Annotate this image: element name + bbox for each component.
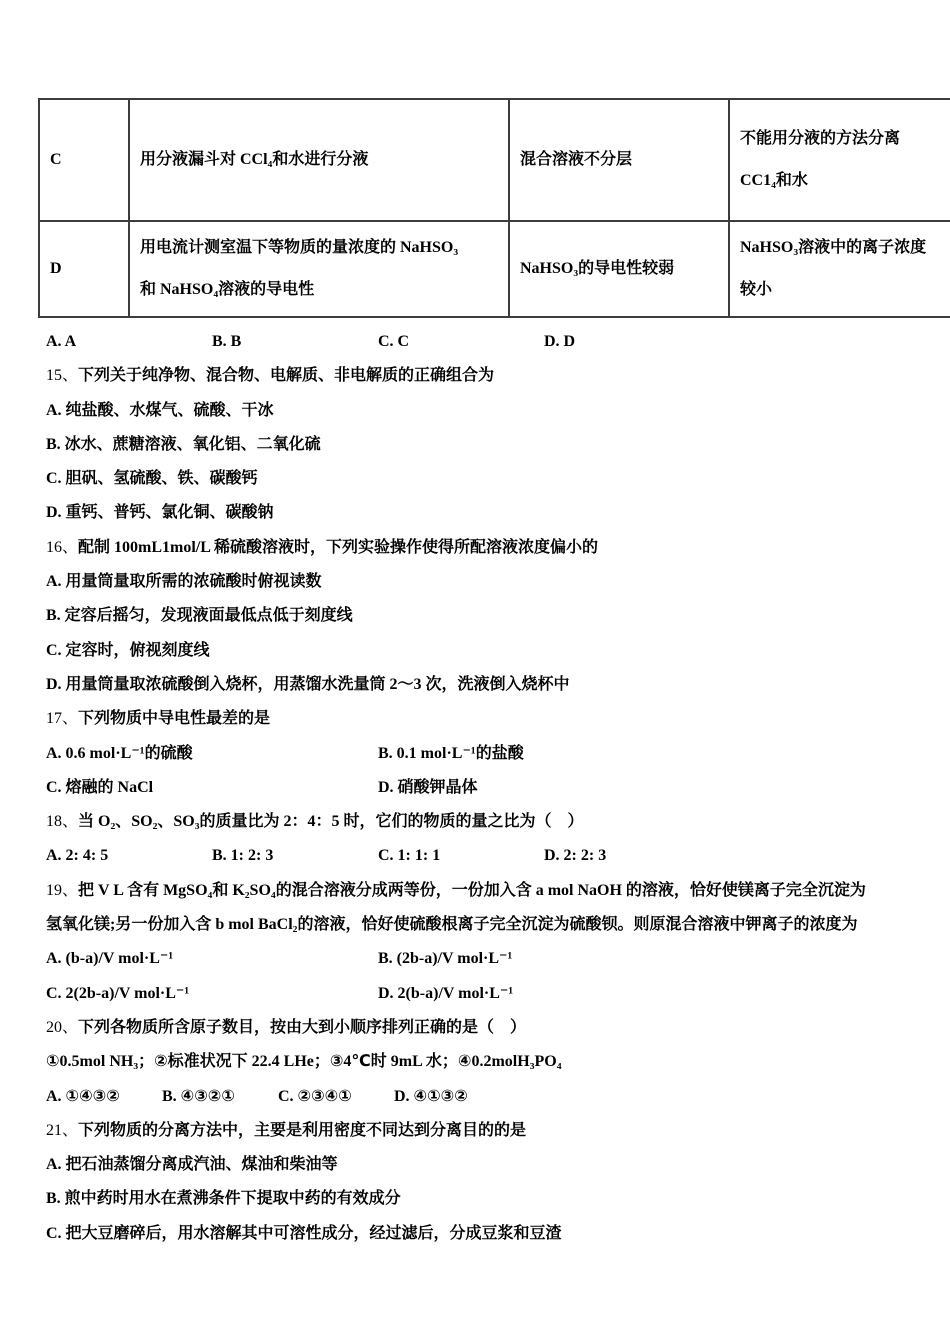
option-d: D. 用量筒量取浓硫酸倒入烧杯，用蒸馏水洗量筒 2～3 次，洗液倒入烧杯中 — [46, 675, 570, 693]
question-stem — [46, 1114, 950, 1148]
cell-text: 用电流计测室温下等物质的量浓度的 NaHSO₃ — [140, 239, 459, 256]
question-number: 15、 — [46, 367, 79, 385]
stem-text: 下列物质的分离方法中，主要是利用密度不同达到分离目的的是 — [78, 1121, 527, 1139]
question-stem — [46, 805, 950, 839]
phenomenon-cell — [509, 221, 729, 317]
option-c: C. 胆矾、氢硫酸、铁、碳酸钙 — [46, 470, 258, 488]
question-stem — [46, 702, 950, 736]
question-17 — [46, 702, 950, 805]
question-number: 18、 — [46, 813, 79, 831]
option-c: C. 把大豆磨碎后，用水溶解其中可溶性成分，经过滤后，分成豆浆和豆渣 — [46, 1224, 562, 1242]
questions-area — [46, 325, 950, 1251]
option-b: B. 定容后摇匀，发现液面最低点低于刻度线 — [46, 607, 353, 625]
question-stem — [46, 1011, 950, 1045]
answer-options-row — [46, 325, 950, 359]
table-row-d — [39, 221, 950, 317]
stem-text: 下列物质中导电性最差的是 — [78, 710, 271, 728]
question-number: 17、 — [46, 710, 79, 728]
question-number: 19、 — [46, 881, 79, 899]
options-row — [46, 1080, 950, 1114]
option-d: D. 硝酸钾晶体 — [378, 778, 478, 796]
option-b: B. 0.1 mol·L⁻¹的盐酸 — [378, 744, 524, 762]
option-c: C. 定容时，俯视刻度线 — [46, 641, 210, 659]
conclusion-cell — [729, 221, 950, 317]
option-d: D. 2(b-a)/V mol·L⁻¹ — [378, 984, 514, 1002]
option-b: B. (2b-a)/V mol·L⁻¹ — [378, 950, 513, 968]
option-a: A. ①④③② — [46, 1087, 120, 1105]
option-a: A. (b-a)/V mol·L⁻¹ — [46, 950, 174, 968]
option-a: A. 用量筒量取所需的浓硫酸时俯视读数 — [46, 573, 322, 591]
options-row — [46, 977, 950, 1011]
question-items: ①0.5mol NH₃；②标准状况下 22.4 LHe；③4℃时 9mL 水；④0.2molH₃PO₄ — [46, 1053, 562, 1071]
cell-text: 和 NaHSO₄溶液的导电性 — [140, 281, 315, 298]
phenomenon-cell — [509, 99, 729, 221]
option-b: B. 煎中药时用水在煮沸条件下提取中药的有效成分 — [46, 1190, 401, 1208]
stem-text: 下列各物质所含原子数目，按由大到小顺序排列正确的是（ ） — [78, 1018, 527, 1036]
operation-cell — [129, 221, 509, 317]
option-b: B. ④③②① — [162, 1087, 235, 1105]
question-number: 21、 — [46, 1121, 79, 1139]
option-d: D. 重钙、普钙、氯化铜、碳酸钠 — [46, 504, 274, 522]
options-row — [46, 942, 950, 976]
option-c: C. C — [378, 333, 410, 350]
option-a: A. 0.6 mol·L⁻¹的硫酸 — [46, 744, 193, 762]
question-19 — [46, 874, 950, 1011]
cell-text: 用分液漏斗对 CCl₄和水进行分液 — [140, 151, 369, 168]
row-label: D — [39, 221, 129, 317]
table-row-c — [39, 99, 950, 221]
option-a: A. A — [46, 333, 77, 350]
option-c: C. ②③④① — [278, 1087, 352, 1105]
options-row — [46, 737, 950, 771]
stem-text: 当 O₂、SO₂、SO₃的质量比为 2：4：5 时，它们的物质的量之比为（ ） — [78, 813, 584, 831]
question-stem — [46, 531, 950, 565]
cell-text: CC1₄和水 — [740, 172, 808, 189]
option-c: C. 2(2b-a)/V mol·L⁻¹ — [46, 984, 190, 1002]
row-label: C — [39, 99, 129, 221]
question-16 — [46, 531, 950, 702]
option-b: B. 冰水、蔗糖溶液、氧化铝、二氧化硫 — [46, 435, 321, 453]
stem-text: 把 V L 含有 MgSO₄和 K₂SO₄的混合溶液分成两等份，一份加入含 a mol NaOH 的溶液，恰好使镁离子完全沉淀为 — [78, 881, 866, 899]
option-c: C. 熔融的 NaCl — [46, 778, 154, 796]
cell-text: 混合溶液不分层 — [520, 151, 633, 168]
operation-cell — [129, 99, 509, 221]
stem-text: 下列关于纯净物、混合物、电解质、非电解质的正确组合为 — [78, 367, 495, 385]
option-a: A. 纯盐酸、水煤气、硫酸、干冰 — [46, 401, 274, 419]
options-row — [46, 839, 950, 873]
option-a: A. 把石油蒸馏分离成汽油、煤油和柴油等 — [46, 1156, 338, 1174]
stem-text: 配制 100mL1mol/L 稀硫酸溶液时，下列实验操作使得所配溶液浓度偏小的 — [78, 538, 599, 556]
option-b: B. B — [212, 333, 242, 350]
cell-text: NaHSO₃溶液中的离子浓度 — [740, 239, 927, 256]
cell-text: 不能用分液的方法分离 — [740, 130, 901, 147]
comparison-table — [38, 98, 950, 318]
cell-text: 较小 — [740, 281, 773, 298]
question-number: 20、 — [46, 1018, 79, 1036]
question-number: 16、 — [46, 538, 79, 556]
option-d: D. D — [544, 333, 576, 350]
question-stem-line-2: 氢氧化镁;另一份加入含 b mol BaCl₂的溶液，恰好使硫酸根离子完全沉淀为硫酸钡。则原混合溶液中钾离子的浓度为 — [46, 916, 858, 934]
question-stem-line-1 — [46, 874, 950, 908]
option-c: C. 1: 1: 1 — [378, 847, 441, 865]
question-18 — [46, 805, 950, 874]
option-b: B. 1: 2: 3 — [212, 847, 274, 865]
option-d: D. 2: 2: 3 — [544, 847, 607, 865]
options-row — [46, 771, 950, 805]
cell-text: NaHSO₃的导电性较弱 — [520, 260, 675, 277]
conclusion-cell — [729, 99, 950, 221]
question-21 — [46, 1114, 950, 1251]
option-d: D. ④①③② — [394, 1087, 468, 1105]
question-stem — [46, 359, 950, 393]
option-a: A. 2: 4: 5 — [46, 847, 109, 865]
question-20 — [46, 1011, 950, 1114]
question-15 — [46, 359, 950, 530]
